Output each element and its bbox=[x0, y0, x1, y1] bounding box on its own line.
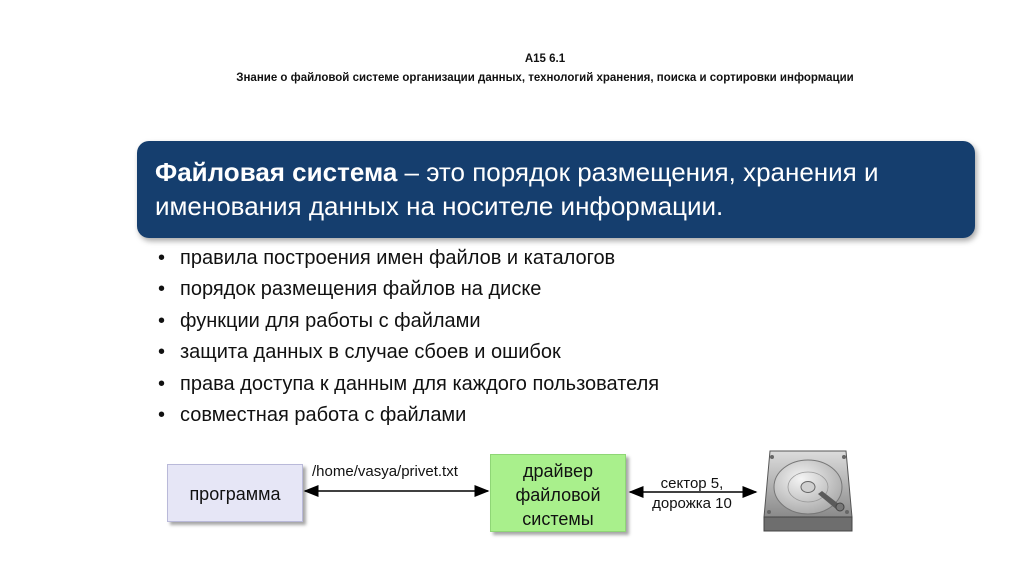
sector-label-line: сектор 5, bbox=[660, 475, 724, 492]
list-item-text: права доступа к данным для каждого пользователя bbox=[180, 372, 660, 395]
driver-label-line: драйвер bbox=[523, 461, 593, 481]
slide-code: А15 6.1 bbox=[524, 53, 566, 65]
sector-label-line: дорожка 10 bbox=[652, 495, 732, 512]
list-item-text: правила построения имен файлов и каталогов bbox=[180, 247, 616, 269]
sector-label bbox=[644, 474, 740, 514]
definition-term: Файловая система bbox=[155, 157, 398, 187]
definition-text: – это порядок размещения, хранения и именования данных на носителе информации. bbox=[155, 157, 879, 221]
list-item-text: функции для работы с файлами bbox=[180, 309, 481, 332]
bullet-icon: • bbox=[158, 403, 166, 426]
bullet-icon: • bbox=[158, 372, 166, 395]
list-item-text: порядок размещения файлов на диске bbox=[180, 278, 542, 301]
program-box: программа bbox=[167, 464, 303, 522]
file-path-label: /home/vasya/privet.txt bbox=[312, 463, 458, 480]
driver-label-line: файловой bbox=[515, 485, 601, 505]
driver-box bbox=[490, 454, 626, 532]
slide-subtitle: Знание о файловой системе организации данных, технологий хранения, поиска и сортировки информации bbox=[236, 72, 854, 84]
bullet-icon: • bbox=[158, 309, 166, 332]
list-item-text: совместная работа с файлами bbox=[180, 403, 467, 426]
driver-label-line: системы bbox=[522, 509, 594, 529]
bullet-icon: • bbox=[158, 278, 166, 301]
bullet-icon: • bbox=[158, 247, 166, 269]
hard-disk-icon bbox=[760, 447, 856, 539]
bullet-icon: • bbox=[158, 341, 166, 364]
list-item-text: защита данных в случае сбоев и ошибок bbox=[180, 341, 561, 364]
